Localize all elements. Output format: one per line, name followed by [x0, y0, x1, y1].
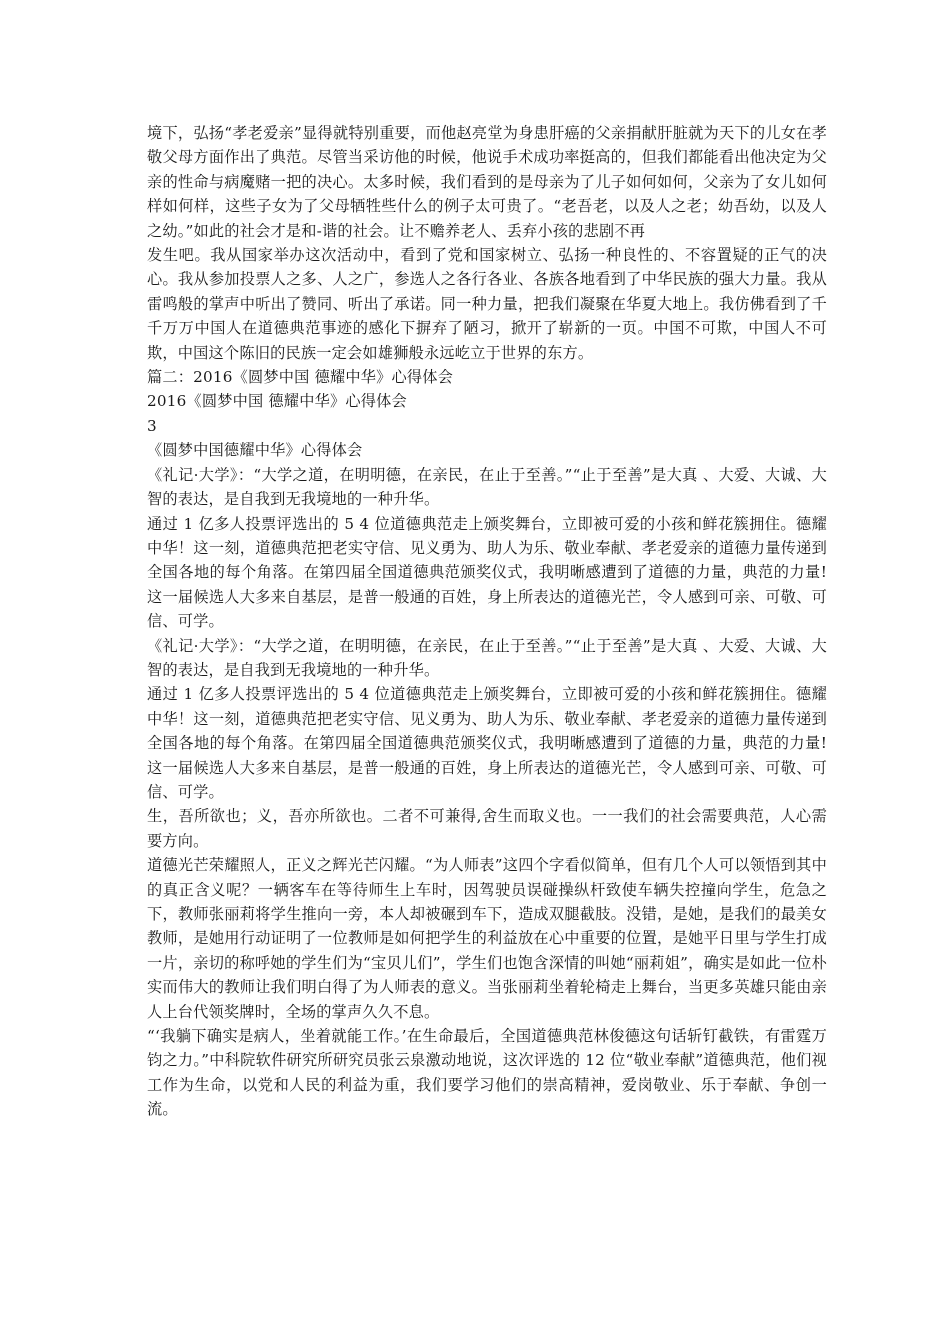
paragraph-1: 境下，弘扬“孝老爱亲”显得就特别重要，而他赵亮堂为身患肝癌的父亲捐献肝脏就为天下的儿女在孝敬父母方面作出了典范。尽管当采访他的时候，他说手术成功率挺高的，但我们都能看出他决定为父亲的性命与病魔赌一把的决心。太多时候，我们看到的是母亲为了儿子如何如何，父亲为了女儿如何样如何样，这些子女为了父母牺牲些什么的例子太可贵了。“老吾老，以及人之老；幼吾幼，以及人之幼。”如此的社会才是和-谐的社会。让不赡养老人、丢弃小孩的悲剧不再 — [147, 124, 827, 240]
paragraph-quote-1: 《礼记·大学》：“大学之道，在明明德，在亲民，在止于至善。”“止于至善”是大真 、大爱、大诚、大智的表达，是自我到无我境地的一种升华。 — [147, 465, 827, 509]
paragraph-5: 生，吾所欲也；义，吾亦所欲也。二者不可兼得,舍生而取义也。一一我们的社会需要典范，人心需要方向。 — [147, 807, 827, 850]
sub-heading: 2016《圆梦中国 德耀中华》心得体会 — [147, 392, 407, 411]
paragraph-3: 通过 1 亿多人投票评选出的 5 4 位道德典范走上颁奖舞台，立即被可爱的小孩和鲜花簇拥住。德耀中华！这一刻，道德典范把老实守信、见义勇为、助人为乐、敬业奉献、孝老爱亲的道德力量传递到全国各地的每个角落。在第四届全国道德典范颁奖仪式，我明晰感遭到了道德的力量，典范的力量!这一届候选人大多来自基层，是普一般通的百姓，身上所表达的道德光芒，令人感到可亲、可敬、可信、可学。 — [147, 514, 827, 631]
paragraph-6: 道德光芒荣耀照人，正义之辉光芒闪耀。“为人师表”这四个字看似简单，但有几个人可以领悟到其中的真正含义呢？一辆客车在等待师生上车时，因驾驶员误碰操纵杆致使车辆失控撞向学生，危急之下，教师张丽莉将学生推向一旁，本人却被碾到车下，造成双腿截肢。没错，是她，是我们的最美女教师，是她用行动证明了一位教师是如何把学生的利益放在心中重要的位置，是她平日里与学生打成一片，亲切的称呼她的学生们为“宝贝儿们”，学生们也饱含深情的叫她“丽莉姐”，确实是如此一位朴实而伟大的教师让我们明白得了为人师表的意义。当张丽莉坐着轮椅走上舞台，当更多英雄只能由亲人上台代领奖牌时，全场的掌声久久不息。 — [147, 856, 827, 1021]
paragraph-7: “‘我躺下确实是病人，坐着就能工作。’在生命最后，全国道德典范林俊德这句话斩钉截铁，有雷霆万钧之力。”中科院软件研究所研究员张云泉激动地说，这次评选的 12 位“敬业奉献”道德典范，他们视工作为生命，以党和人民的利益为重，我们要学习他们的崇高精神，爱岗敬业、乐于奉献、争创一流。 — [147, 1027, 827, 1119]
paragraph-quote-2: 《礼记·大学》：“大学之道，在明明德，在亲民，在止于至善。”“止于至善”是大真 、大爱、大诚、大智的表达，是自我到无我境地的一种升华。 — [147, 636, 827, 679]
article-title: 《圆梦中国德耀中华》心得体会 — [147, 441, 363, 460]
page-number: 3 — [147, 416, 157, 435]
section-heading: 篇二：2016《圆梦中国 德耀中华》心得体会 — [147, 368, 454, 387]
paragraph-2: 发生吧。我从国家举办这次活动中，看到了党和国家树立、弘扬一种良性的、不容置疑的正气的决心。我从参加投票人之多、人之广，参选人之各行各业、各族各地看到了中华民族的强大力量。我从雷鸣般的掌声中听出了赞同、听出了承诺。同一种力量，把我们凝聚在华夏大地上。我仿佛看到了千千万万中国人在道德典范事迹的感化下摒弃了陋习，掀开了崭新的一页。中国不可欺，中国人不可欺，中国这个陈旧的民族一定会如雄狮般永远屹立于世界的东方。 — [147, 246, 827, 362]
paragraph-4: 通过 1 亿多人投票评选出的 5 4 位道德典范走上颁奖舞台，立即被可爱的小孩和鲜花簇拥住。德耀中华！这一刻，道德典范把老实守信、见义勇为、助人为乐、敬业奉献、孝老爱亲的道德力量传递到全国各地的每个角落。在第四届全国道德典范颁奖仪式，我明晰感遭到了道德的力量，典范的力量!这一届候选人大多来自基层，是普一般通的百姓，身上所表达的道德光芒，令人感到可亲、可敬、可信、可学。 — [147, 685, 827, 801]
document-body — [147, 121, 827, 1122]
